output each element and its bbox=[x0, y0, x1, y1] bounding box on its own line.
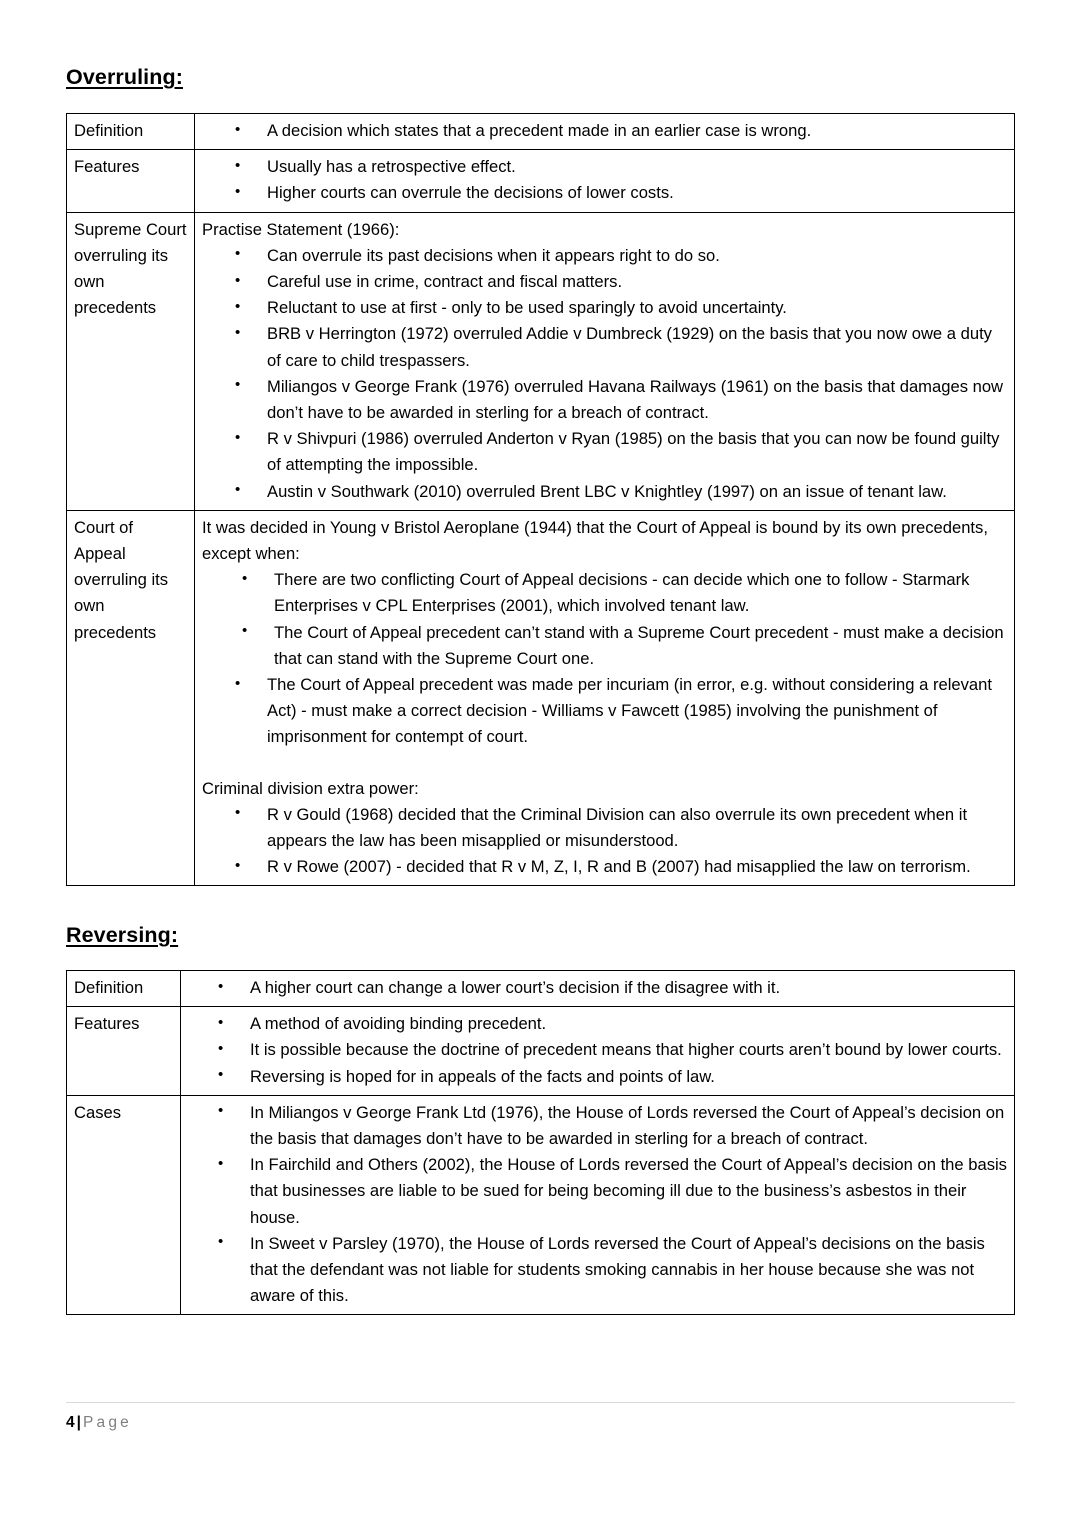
row-content-cases bbox=[181, 1095, 1015, 1315]
list-item: • It is possible because the doctrine of precedent means that higher courts aren’t bound by lower courts. bbox=[188, 1037, 1008, 1063]
list-item: • Usually has a retrospective effect. bbox=[202, 154, 1008, 180]
list-item: • A method of avoiding binding precedent. bbox=[188, 1011, 1008, 1037]
bullet-list bbox=[202, 243, 1008, 505]
list-item: • A higher court can change a lower court’s decision if the disagree with it. bbox=[188, 975, 1008, 1001]
footer-separator: | bbox=[76, 1414, 81, 1431]
bullet-list bbox=[188, 975, 1008, 1001]
table-row bbox=[67, 212, 1015, 510]
table-row bbox=[67, 150, 1015, 212]
list-item: • Higher courts can overrule the decisions of lower costs. bbox=[202, 180, 1008, 206]
page-footer bbox=[66, 1402, 1015, 1432]
paragraph-spacer bbox=[202, 751, 1008, 776]
row-label-cases: Cases bbox=[67, 1095, 181, 1315]
list-item: • Careful use in crime, contract and fiscal matters. bbox=[202, 269, 1008, 295]
list-item: • There are two conflicting Court of Appeal decisions - can decide which one to follow - Starmark Enterprises v CPL Enterprises (2001), which involved tenant law. bbox=[202, 567, 1008, 619]
row-content-definition bbox=[195, 114, 1015, 150]
list-item: • In Miliangos v George Frank Ltd (1976), the House of Lords reversed the Court of Appeal’s decision on the basis that damages don’t have to be awarded in sterling for a breach of contract. bbox=[188, 1100, 1008, 1152]
row-content-features bbox=[181, 1007, 1015, 1096]
lead-text: Practise Statement (1966): bbox=[202, 219, 400, 239]
footer-page-word: Page bbox=[82, 1414, 132, 1431]
list-item: • Austin v Southwark (2010) overruled Brent LBC v Knightley (1997) on an issue of tenant law. bbox=[202, 479, 1008, 505]
list-item: • In Fairchild and Others (2002), the House of Lords reversed the Court of Appeal’s decision on the basis that businesses are liable to be sued for being becoming ill due to the business’s asbestos in their house. bbox=[188, 1152, 1008, 1231]
bullet-list bbox=[202, 802, 1008, 881]
lead-text: It was decided in Young v Bristol Aeroplane (1944) that the Court of Appeal is bound by its own precedents, except when: bbox=[202, 517, 988, 564]
table-row bbox=[67, 1095, 1015, 1315]
bullet-list bbox=[202, 672, 1008, 751]
row-label-court-of-appeal: Court of Appeal overruling its own precedents bbox=[67, 510, 195, 886]
bullet-list bbox=[202, 567, 1008, 672]
row-content-court-of-appeal bbox=[195, 510, 1015, 886]
page-title-reversing: Reversing: bbox=[66, 923, 179, 947]
list-item: • Reluctant to use at first - only to be used sparingly to avoid uncertainty. bbox=[202, 295, 1008, 321]
table-row bbox=[67, 114, 1015, 150]
row-content-definition bbox=[181, 971, 1015, 1007]
list-item: • R v Rowe (2007) - decided that R v M, Z, I, R and B (2007) had misapplied the law on terrorism. bbox=[202, 854, 1008, 880]
bullet-list bbox=[202, 118, 1008, 144]
reversing-table bbox=[66, 970, 1015, 1315]
row-label-features: Features bbox=[67, 150, 195, 212]
footer-divider bbox=[66, 1402, 1015, 1403]
list-item: • BRB v Herrington (1972) overruled Addie v Dumbreck (1929) on the basis that you now owe a duty of care to child trespassers. bbox=[202, 321, 1008, 373]
row-content-features bbox=[195, 150, 1015, 212]
row-content-supreme-court bbox=[195, 212, 1015, 510]
footer-page-number: 4 bbox=[66, 1414, 75, 1431]
overruling-table bbox=[66, 113, 1015, 886]
row-label-supreme-court: Supreme Court overruling its own precedents bbox=[67, 212, 195, 510]
table-row bbox=[67, 510, 1015, 886]
list-item: • Miliangos v George Frank (1976) overruled Havana Railways (1961) on the basis that damages now don’t have to be awarded in sterling for a breach of contract. bbox=[202, 374, 1008, 426]
footer-text bbox=[66, 1414, 1015, 1432]
list-item: • In Sweet v Parsley (1970), the House of Lords reversed the Court of Appeal’s decisions on the basis that the defendant was not liable for students smoking cannabis in her house because she was not aware of this. bbox=[188, 1231, 1008, 1310]
bullet-list bbox=[202, 154, 1008, 206]
list-item: • The Court of Appeal precedent was made per incuriam (in error, e.g. without considering a relevant Act) - must make a correct decision - Williams v Fawcett (1985) involving the punishment of imprisonment for contempt of court. bbox=[202, 672, 1008, 751]
list-item: • Reversing is hoped for in appeals of the facts and points of law. bbox=[188, 1064, 1008, 1090]
row-label-definition: Definition bbox=[67, 114, 195, 150]
row-label-features: Features bbox=[67, 1007, 181, 1096]
list-item: • A decision which states that a precedent made in an earlier case is wrong. bbox=[202, 118, 1008, 144]
bullet-list bbox=[188, 1011, 1008, 1090]
list-item: • R v Gould (1968) decided that the Criminal Division can also overrule its own precedent when it appears the law has been misapplied or misunderstood. bbox=[202, 802, 1008, 854]
list-item: • Can overrule its past decisions when it appears right to do so. bbox=[202, 243, 1008, 269]
table-row bbox=[67, 971, 1015, 1007]
bullet-list bbox=[188, 1100, 1008, 1310]
table-row bbox=[67, 1007, 1015, 1096]
row-label-definition: Definition bbox=[67, 971, 181, 1007]
page-title-overruling: Overruling: bbox=[66, 65, 183, 89]
list-item: • The Court of Appeal precedent can’t stand with a Supreme Court precedent - must make a decision that can stand with the Supreme Court one. bbox=[202, 620, 1008, 672]
list-item: • R v Shivpuri (1986) overruled Anderton v Ryan (1985) on the basis that you can now be found guilty of attempting the impossible. bbox=[202, 426, 1008, 478]
lead-text-criminal: Criminal division extra power: bbox=[202, 778, 419, 798]
